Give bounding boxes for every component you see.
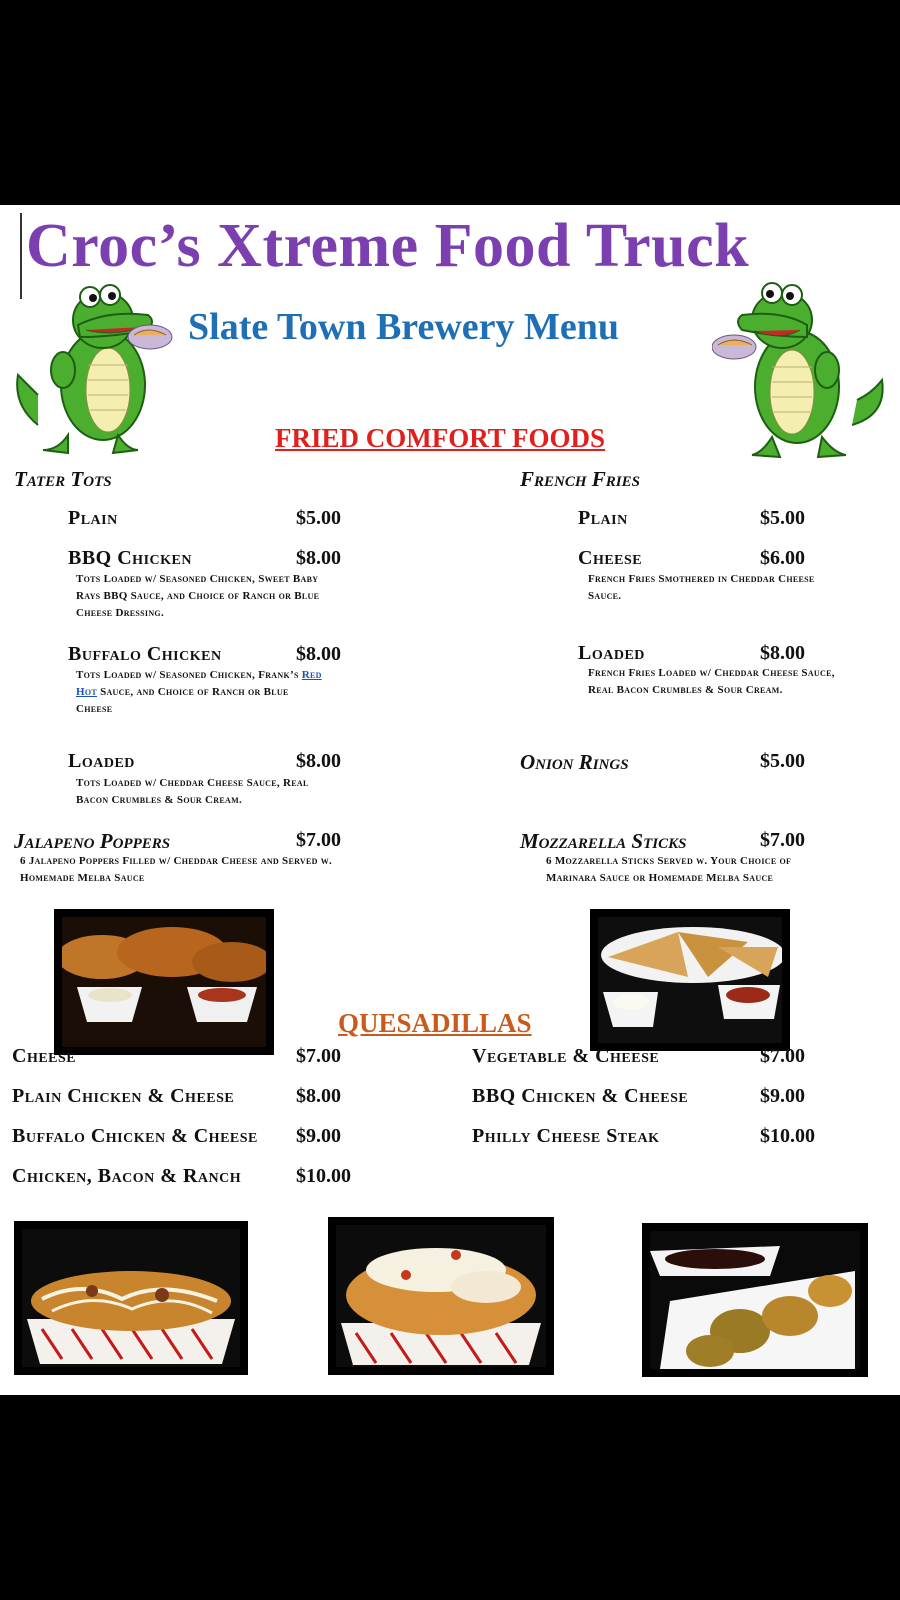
tots-buffalo-desc-pre: Tots Loaded w/ Seasoned Chicken, Frank’s <box>76 669 302 681</box>
ques-plain-chicken-price: $8.00 <box>296 1085 341 1107</box>
menu-page <box>0 205 900 1395</box>
fries-cheese-name: Cheese <box>578 547 643 569</box>
section-quesadillas: QUESADILLAS <box>338 1008 532 1038</box>
mozzarella-price: $7.00 <box>760 829 805 851</box>
tots-bbq-desc: Tots Loaded w/ Seasoned Chicken, Sweet Baby Rays BBQ Sauce, and Choice of Ranch or Blue Cheese Dressing. <box>76 573 320 619</box>
category-onion-rings: Onion Rings <box>520 750 629 774</box>
onion-rings-price: $5.00 <box>760 750 805 772</box>
buffalo-tots-photo <box>328 1217 554 1375</box>
quesadilla-photo <box>590 909 790 1051</box>
tots-plain-price: $5.00 <box>296 507 341 529</box>
crocodile-mascot-icon-left <box>8 275 178 465</box>
ques-buffalo-chicken-price: $9.00 <box>296 1125 341 1147</box>
tots-loaded-name: Loaded <box>68 750 135 772</box>
tots-buffalo-name: Buffalo Chicken <box>68 643 222 665</box>
ques-vegetable-price: $7.00 <box>760 1045 805 1067</box>
fried-sides-photo <box>642 1223 868 1377</box>
fries-loaded-name: Loaded <box>578 642 645 664</box>
jalapeno-poppers-photo <box>54 909 274 1055</box>
tots-loaded-price: $8.00 <box>296 750 341 772</box>
ques-vegetable-name: Vegetable & Cheese <box>472 1045 660 1067</box>
tots-plain-name: Plain <box>68 507 118 529</box>
ques-cheese-price: $7.00 <box>296 1045 341 1067</box>
menu-subtitle: Slate Town Brewery Menu <box>188 306 620 348</box>
tots-loaded-desc: Tots Loaded w/ Cheddar Cheese Sauce, Real Bacon Crumbles & Sour Cream. <box>76 777 309 806</box>
category-french-fries: French Fries <box>520 467 640 491</box>
tots-buffalo-desc-post: Sauce, and Choice of Ranch or Blue Cheese <box>76 686 289 715</box>
ques-chicken-bacon-ranch-name: Chicken, Bacon & Ranch <box>12 1165 242 1187</box>
ques-bbq-chicken-price: $9.00 <box>760 1085 805 1107</box>
tots-buffalo-desc-link: Red Hot <box>76 669 322 698</box>
menu-title: Croc’s Xtreme Food Truck <box>26 212 750 280</box>
mozzarella-desc: 6 Mozzarella Sticks Served w. Your Choice of Marinara Sauce or Homemade Melba Sauce <box>546 855 792 884</box>
category-mozzarella-sticks: Mozzarella Sticks <box>520 829 687 853</box>
crocodile-mascot-icon-right <box>712 275 892 470</box>
section-fried-comfort-foods: FRIED COMFORT FOODS <box>275 423 606 453</box>
jalapeno-price: $7.00 <box>296 829 341 851</box>
tots-bbq-price: $8.00 <box>296 547 341 569</box>
tots-buffalo-desc <box>76 667 326 718</box>
ques-plain-chicken-name: Plain Chicken & Cheese <box>12 1085 235 1107</box>
tots-bbq-name: BBQ Chicken <box>68 547 192 569</box>
ques-chicken-bacon-ranch-price: $10.00 <box>296 1165 351 1187</box>
ques-philly-price: $10.00 <box>760 1125 815 1147</box>
ques-philly-name: Philly Cheese Steak <box>472 1125 660 1147</box>
fries-cheese-price: $6.00 <box>760 547 805 569</box>
fries-plain-price: $5.00 <box>760 507 805 529</box>
ques-buffalo-chicken-name: Buffalo Chicken & Cheese <box>12 1125 258 1147</box>
tots-buffalo-price: $8.00 <box>296 643 341 665</box>
ques-bbq-chicken-name: BBQ Chicken & Cheese <box>472 1085 689 1107</box>
category-tater-tots: Tater Tots <box>14 467 112 491</box>
fries-loaded-desc: French Fries Loaded w/ Cheddar Cheese Sauce, Real Bacon Crumbles & Sour Cream. <box>588 667 835 696</box>
ques-cheese-name: Cheese <box>12 1045 77 1067</box>
fries-loaded-price: $8.00 <box>760 642 805 664</box>
category-jalapeno-poppers: Jalapeno Poppers <box>14 829 171 853</box>
fries-plain-name: Plain <box>578 507 628 529</box>
jalapeno-desc: 6 Jalapeno Poppers Filled w/ Cheddar Cheese and Served w. Homemade Melba Sauce <box>20 855 333 884</box>
fries-cheese-desc: French Fries Smothered in Cheddar Cheese Sauce. <box>588 573 815 602</box>
loaded-tots-photo <box>14 1221 248 1375</box>
